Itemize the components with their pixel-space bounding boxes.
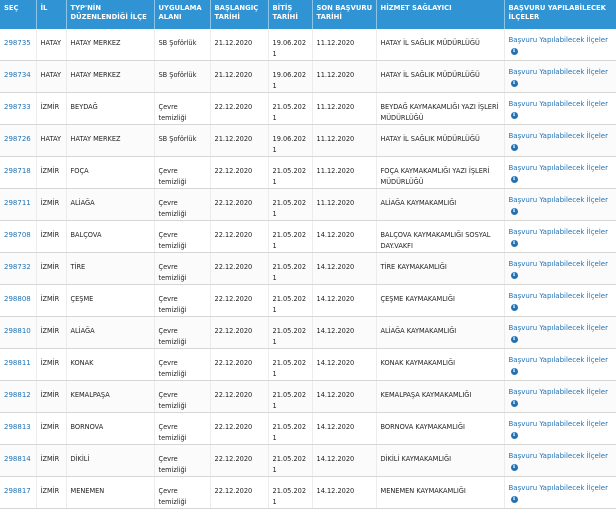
- select-cell: [0, 157, 36, 189]
- program-id-link[interactable]: 298726: [4, 135, 31, 143]
- table-row: [0, 93, 616, 125]
- son-basvuru-cell: 14.12.2020: [312, 445, 376, 477]
- son-basvuru-cell: 11.12.2020: [312, 125, 376, 157]
- table-row: [0, 253, 616, 285]
- col-header-son-basvuru: SON BAŞVURU TARİHİ: [312, 0, 376, 29]
- son-basvuru-cell: 11.12.2020: [312, 93, 376, 125]
- il-cell: İZMİR: [36, 285, 66, 317]
- basvuru-ilceler-link[interactable]: Başvuru Yapılabilecek İlçeler: [508, 196, 608, 204]
- hizmet-saglayici-cell: ALİAĞA KAYMAKAMLIĞI: [376, 317, 504, 349]
- program-id-link[interactable]: 298711: [4, 199, 31, 207]
- uygulama-alani-cell: Çevre temizliği: [154, 349, 210, 381]
- son-basvuru-cell: 11.12.2020: [312, 29, 376, 61]
- table-header: [0, 0, 616, 29]
- son-basvuru-cell: 14.12.2020: [312, 317, 376, 349]
- select-cell: [0, 317, 36, 349]
- son-basvuru-cell: 14.12.2020: [312, 253, 376, 285]
- ilce-cell: FOÇA: [66, 157, 154, 189]
- hizmet-saglayici-cell: KEMALPAŞA KAYMAKAMLIĞI: [376, 381, 504, 413]
- info-icon[interactable]: i: [511, 176, 518, 183]
- col-header-bitis: BİTİŞ TARİHİ: [268, 0, 312, 29]
- son-basvuru-cell: 14.12.2020: [312, 477, 376, 509]
- basvuru-ilceler-link[interactable]: Başvuru Yapılabilecek İlçeler: [508, 228, 608, 236]
- bitis-cell: 21.05.2021: [268, 317, 312, 349]
- uygulama-alani-cell: Çevre temizliği: [154, 93, 210, 125]
- basvuru-ilceler-cell: [504, 253, 616, 285]
- baslangic-cell: 22.12.2020: [210, 477, 268, 509]
- il-cell: İZMİR: [36, 381, 66, 413]
- baslangic-cell: 22.12.2020: [210, 413, 268, 445]
- bitis-cell: 21.05.2021: [268, 93, 312, 125]
- hizmet-saglayici-cell: BORNOVA KAYMAKAMLIĞI: [376, 413, 504, 445]
- program-id-link[interactable]: 298814: [4, 455, 31, 463]
- baslangic-cell: 22.12.2020: [210, 93, 268, 125]
- bitis-cell: 21.05.2021: [268, 381, 312, 413]
- select-cell: [0, 413, 36, 445]
- basvuru-ilceler-cell: [504, 221, 616, 253]
- hizmet-saglayici-cell: HATAY İL SAĞLIK MÜDÜRLÜĞÜ: [376, 125, 504, 157]
- info-icon[interactable]: i: [511, 368, 518, 375]
- program-id-link[interactable]: 298718: [4, 167, 31, 175]
- bitis-cell: 21.05.2021: [268, 157, 312, 189]
- bitis-cell: 21.05.2021: [268, 221, 312, 253]
- ilce-cell: KEMALPAŞA: [66, 381, 154, 413]
- basvuru-ilceler-cell: [504, 317, 616, 349]
- program-id-link[interactable]: 298810: [4, 327, 31, 335]
- info-icon[interactable]: i: [511, 272, 518, 279]
- program-id-link[interactable]: 298808: [4, 295, 31, 303]
- baslangic-cell: 22.12.2020: [210, 285, 268, 317]
- uygulama-alani-cell: Çevre temizliği: [154, 221, 210, 253]
- table-row: [0, 413, 616, 445]
- baslangic-cell: 22.12.2020: [210, 157, 268, 189]
- il-cell: HATAY: [36, 125, 66, 157]
- basvuru-ilceler-cell: [504, 349, 616, 381]
- son-basvuru-cell: 14.12.2020: [312, 413, 376, 445]
- basvuru-ilceler-link[interactable]: Başvuru Yapılabilecek İlçeler: [508, 132, 608, 140]
- hizmet-saglayici-cell: HATAY İL SAĞLIK MÜDÜRLÜĞÜ: [376, 29, 504, 61]
- select-cell: [0, 93, 36, 125]
- uygulama-alani-cell: Çevre temizliği: [154, 285, 210, 317]
- il-cell: İZMİR: [36, 221, 66, 253]
- select-cell: [0, 189, 36, 221]
- bitis-cell: 19.06.2021: [268, 125, 312, 157]
- bitis-cell: 19.06.2021: [268, 61, 312, 93]
- son-basvuru-cell: 11.12.2020: [312, 189, 376, 221]
- info-icon[interactable]: i: [511, 48, 518, 55]
- select-cell: [0, 29, 36, 61]
- basvuru-ilceler-link[interactable]: Başvuru Yapılabilecek İlçeler: [508, 420, 608, 428]
- baslangic-cell: 22.12.2020: [210, 317, 268, 349]
- basvuru-ilceler-link[interactable]: Başvuru Yapılabilecek İlçeler: [508, 452, 608, 460]
- table-row: [0, 189, 616, 221]
- baslangic-cell: 21.12.2020: [210, 29, 268, 61]
- program-id-link[interactable]: 298811: [4, 359, 31, 367]
- hizmet-saglayici-cell: ALİAĞA KAYMAKAMLIĞI: [376, 189, 504, 221]
- baslangic-cell: 22.12.2020: [210, 445, 268, 477]
- basvuru-ilceler-link[interactable]: Başvuru Yapılabilecek İlçeler: [508, 356, 608, 364]
- basvuru-ilceler-link[interactable]: Başvuru Yapılabilecek İlçeler: [508, 36, 608, 44]
- info-icon[interactable]: i: [511, 464, 518, 471]
- il-cell: İZMİR: [36, 157, 66, 189]
- basvuru-ilceler-link[interactable]: Başvuru Yapılabilecek İlçeler: [508, 388, 608, 396]
- baslangic-cell: 21.12.2020: [210, 125, 268, 157]
- ilce-cell: ALİAĞA: [66, 189, 154, 221]
- hizmet-saglayici-cell: DİKİLİ KAYMAKAMLIĞI: [376, 445, 504, 477]
- hizmet-saglayici-cell: BALÇOVA KAYMAKAMLIĞI SOSYAL DAY.VAKFI: [376, 221, 504, 253]
- col-header-baslangic: BAŞLANGIÇ TARİHİ: [210, 0, 268, 29]
- uygulama-alani-cell: Çevre temizliği: [154, 445, 210, 477]
- il-cell: İZMİR: [36, 413, 66, 445]
- col-header-sec: SEÇ: [0, 0, 36, 29]
- uygulama-alani-cell: Çevre temizliği: [154, 413, 210, 445]
- info-icon[interactable]: i: [511, 400, 518, 407]
- select-cell: [0, 253, 36, 285]
- info-icon[interactable]: i: [511, 496, 518, 503]
- col-header-uygulama-alani: UYGULAMA ALANI: [154, 0, 210, 29]
- son-basvuru-cell: 14.12.2020: [312, 285, 376, 317]
- ilce-cell: TİRE: [66, 253, 154, 285]
- program-id-link[interactable]: 298817: [4, 487, 31, 495]
- ilce-cell: ALİAĞA: [66, 317, 154, 349]
- basvuru-ilceler-cell: [504, 61, 616, 93]
- basvuru-ilceler-link[interactable]: Başvuru Yapılabilecek İlçeler: [508, 324, 608, 332]
- ilce-cell: MENEMEN: [66, 477, 154, 509]
- ilce-cell: BALÇOVA: [66, 221, 154, 253]
- program-id-link[interactable]: 298734: [4, 71, 31, 79]
- uygulama-alani-cell: SB Şoförlük: [154, 29, 210, 61]
- hizmet-saglayici-cell: FOÇA KAYMAKAMLIĞI YAZI İŞLERİ MÜDÜRLÜĞÜ: [376, 157, 504, 189]
- son-basvuru-cell: 11.12.2020: [312, 61, 376, 93]
- basvuru-ilceler-cell: [504, 413, 616, 445]
- select-cell: [0, 221, 36, 253]
- il-cell: İZMİR: [36, 253, 66, 285]
- table-row: [0, 221, 616, 253]
- uygulama-alani-cell: Çevre temizliği: [154, 317, 210, 349]
- bitis-cell: 21.05.2021: [268, 253, 312, 285]
- table-row: [0, 317, 616, 349]
- select-cell: [0, 61, 36, 93]
- basvuru-ilceler-cell: [504, 93, 616, 125]
- program-id-link[interactable]: 298812: [4, 391, 31, 399]
- info-icon[interactable]: i: [511, 240, 518, 247]
- baslangic-cell: 22.12.2020: [210, 253, 268, 285]
- basvuru-ilceler-link[interactable]: Başvuru Yapılabilecek İlçeler: [508, 68, 608, 76]
- info-icon[interactable]: i: [511, 432, 518, 439]
- info-icon[interactable]: i: [511, 144, 518, 151]
- table-row: [0, 349, 616, 381]
- info-icon[interactable]: i: [511, 208, 518, 215]
- info-icon[interactable]: i: [511, 112, 518, 119]
- il-cell: İZMİR: [36, 445, 66, 477]
- col-header-basvuru-ilceler: BAŞVURU YAPILABİLECEK İLÇELER: [508, 4, 606, 21]
- basvuru-ilceler-cell: [504, 381, 616, 413]
- hizmet-saglayici-cell: MENEMEN KAYMAKAMLIĞI: [376, 477, 504, 509]
- il-cell: HATAY: [36, 61, 66, 93]
- col-header-il: İL: [36, 0, 66, 29]
- bitis-cell: 21.05.2021: [268, 413, 312, 445]
- uygulama-alani-cell: Çevre temizliği: [154, 189, 210, 221]
- il-cell: İZMİR: [36, 477, 66, 509]
- col-header-ilce: TYP'NİN DÜZENLENDİĞİ İLÇE: [66, 0, 154, 29]
- bitis-cell: 21.05.2021: [268, 189, 312, 221]
- basvuru-ilceler-cell: [504, 125, 616, 157]
- son-basvuru-cell: 14.12.2020: [312, 381, 376, 413]
- baslangic-cell: 22.12.2020: [210, 221, 268, 253]
- info-icon[interactable]: i: [511, 336, 518, 343]
- ilce-cell: KONAK: [66, 349, 154, 381]
- baslangic-cell: 22.12.2020: [210, 381, 268, 413]
- table-row: [0, 381, 616, 413]
- ilce-cell: BEYDAĞ: [66, 93, 154, 125]
- col-header-hizmet-saglayici: HİZMET SAĞLAYICI: [376, 0, 504, 29]
- table-row: [0, 445, 616, 477]
- select-cell: [0, 125, 36, 157]
- ilce-cell: HATAY MERKEZ: [66, 29, 154, 61]
- basvuru-ilceler-cell: [504, 157, 616, 189]
- program-id-link[interactable]: 298813: [4, 423, 31, 431]
- hizmet-saglayici-cell: ÇEŞME KAYMAKAMLIĞI: [376, 285, 504, 317]
- table-row: [0, 285, 616, 317]
- select-cell: [0, 445, 36, 477]
- basvuru-ilceler-link[interactable]: Başvuru Yapılabilecek İlçeler: [508, 164, 608, 172]
- baslangic-cell: 21.12.2020: [210, 61, 268, 93]
- select-cell: [0, 349, 36, 381]
- bitis-cell: 21.05.2021: [268, 477, 312, 509]
- basvuru-ilceler-cell: [504, 189, 616, 221]
- basvuru-ilceler-link[interactable]: Başvuru Yapılabilecek İlçeler: [508, 292, 608, 300]
- uygulama-alani-cell: Çevre temizliği: [154, 157, 210, 189]
- hizmet-saglayici-cell: KONAK KAYMAKAMLIĞI: [376, 349, 504, 381]
- son-basvuru-cell: 14.12.2020: [312, 349, 376, 381]
- table-row: [0, 125, 616, 157]
- table-row: [0, 29, 616, 61]
- bitis-cell: 21.05.2021: [268, 285, 312, 317]
- uygulama-alani-cell: Çevre temizliği: [154, 477, 210, 509]
- ilce-cell: HATAY MERKEZ: [66, 61, 154, 93]
- bitis-cell: 21.05.2021: [268, 349, 312, 381]
- program-id-link[interactable]: 298733: [4, 103, 31, 111]
- program-id-link[interactable]: 298735: [4, 39, 31, 47]
- select-cell: [0, 285, 36, 317]
- select-cell: [0, 381, 36, 413]
- ilce-cell: BORNOVA: [66, 413, 154, 445]
- ilce-cell: ÇEŞME: [66, 285, 154, 317]
- hizmet-saglayici-cell: HATAY İL SAĞLIK MÜDÜRLÜĞÜ: [376, 61, 504, 93]
- program-id-link[interactable]: 298732: [4, 263, 31, 271]
- basvuru-ilceler-link[interactable]: Başvuru Yapılabilecek İlçeler: [508, 484, 608, 492]
- table-row: [0, 61, 616, 93]
- uygulama-alani-cell: SB Şoförlük: [154, 125, 210, 157]
- baslangic-cell: 22.12.2020: [210, 189, 268, 221]
- baslangic-cell: 22.12.2020: [210, 349, 268, 381]
- table-row: [0, 157, 616, 189]
- basvuru-ilceler-link[interactable]: Başvuru Yapılabilecek İlçeler: [508, 100, 608, 108]
- basvuru-ilceler-cell: [504, 445, 616, 477]
- table-body: [0, 29, 616, 509]
- bitis-cell: 19.06.2021: [268, 29, 312, 61]
- son-basvuru-cell: 14.12.2020: [312, 221, 376, 253]
- uygulama-alani-cell: Çevre temizliği: [154, 381, 210, 413]
- info-icon[interactable]: i: [511, 80, 518, 87]
- program-id-link[interactable]: 298708: [4, 231, 31, 239]
- hizmet-saglayici-cell: TİRE KAYMAKAMLIĞI: [376, 253, 504, 285]
- bitis-cell: 21.05.2021: [268, 445, 312, 477]
- il-cell: İZMİR: [36, 317, 66, 349]
- basvuru-ilceler-cell: [504, 29, 616, 61]
- hizmet-saglayici-cell: BEYDAĞ KAYMAKAMLIĞI YAZI İŞLERİ MÜDÜRLÜĞÜ: [376, 93, 504, 125]
- il-cell: İZMİR: [36, 189, 66, 221]
- ilce-cell: HATAY MERKEZ: [66, 125, 154, 157]
- info-icon[interactable]: i: [511, 304, 518, 311]
- il-cell: HATAY: [36, 29, 66, 61]
- uygulama-alani-cell: Çevre temizliği: [154, 253, 210, 285]
- uygulama-alani-cell: SB Şoförlük: [154, 61, 210, 93]
- il-cell: İZMİR: [36, 93, 66, 125]
- son-basvuru-cell: 11.12.2020: [312, 157, 376, 189]
- il-cell: İZMİR: [36, 349, 66, 381]
- ilce-cell: DİKİLİ: [66, 445, 154, 477]
- basvuru-ilceler-cell: [504, 285, 616, 317]
- basvuru-ilceler-link[interactable]: Başvuru Yapılabilecek İlçeler: [508, 260, 608, 268]
